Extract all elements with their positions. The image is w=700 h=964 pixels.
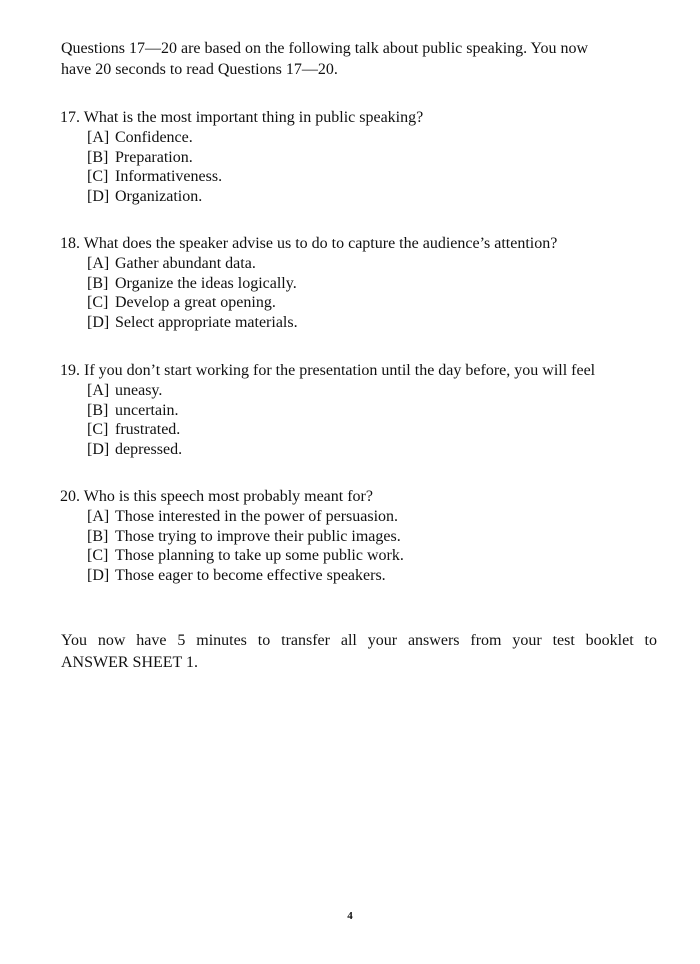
option-d [60,187,660,207]
option-text: Preparation. [115,148,193,166]
question-stem [60,360,660,381]
instructions-line-1: Questions 17—20 are based on the following talk about public speaking. You now [61,40,589,57]
option-c [60,546,660,566]
option-b [60,274,660,294]
option-a [60,128,660,148]
option-c [60,420,660,440]
option-letter: [B] [87,274,109,292]
option-text: depressed. [115,440,183,458]
option-a [60,507,660,527]
option-text: Confidence. [115,129,193,146]
question-text: Who is this speech most probably meant for? [83,488,373,505]
question-20 [60,486,660,585]
option-letter: [C] [87,421,109,438]
option-letter: [A] [87,508,110,525]
question-number: 17. [60,109,80,126]
question-number: 20. [60,488,80,505]
question-stem [60,233,660,254]
answer-options [60,507,660,585]
option-letter: [B] [87,401,109,419]
question-18 [60,233,660,332]
option-text: Those interested in the power of persuasion. [115,508,399,525]
option-text: Gather abundant data. [115,255,256,272]
option-letter: [D] [87,187,110,205]
option-d [60,313,660,333]
option-a [60,381,660,401]
option-text: Those planning to take up some public work. [115,547,404,564]
option-letter: [A] [87,382,110,399]
option-letter: [D] [87,440,110,458]
option-text: frustrated. [115,421,181,438]
option-a [60,254,660,274]
option-b [60,527,660,547]
option-text: Informativeness. [115,168,223,185]
option-text: Organization. [115,187,203,205]
option-d [60,566,660,586]
instructions-line-2: have 20 seconds to read Questions 17—20. [61,61,338,78]
option-letter: [B] [87,527,109,545]
option-text: Those eager to become effective speakers. [115,566,386,584]
question-19 [60,360,660,459]
option-letter: [D] [87,313,110,331]
option-d [60,440,660,460]
answer-options [60,254,660,332]
question-text: What is the most important thing in public speaking? [83,109,424,126]
option-c [60,167,660,187]
question-number: 19. [60,362,80,379]
option-text: uncertain. [115,401,179,419]
answer-options [60,381,660,459]
option-letter: [A] [87,129,110,146]
option-text: Organize the ideas logically. [115,274,297,292]
option-text: Select appropriate materials. [115,313,298,331]
section-instructions [61,38,659,80]
closing-line-1: You now have 5 minutes to transfer all your answers from your test booklet to [61,632,657,649]
answer-options [60,128,660,206]
option-b [60,148,660,168]
option-letter: [D] [87,566,110,584]
closing-instructions [61,630,657,674]
option-c [60,293,660,313]
option-letter: [C] [87,168,109,185]
question-text: If you don’t start working for the presentation until the day before, you will feel [84,362,596,379]
option-b [60,401,660,421]
option-text: Those trying to improve their public images. [115,527,401,545]
question-text: What does the speaker advise us to do to capture the audience’s attention? [83,235,558,252]
page-number: 4 [347,910,353,922]
option-text: Develop a great opening. [115,294,276,311]
question-17 [60,107,660,206]
question-stem [60,107,660,128]
option-text: uneasy. [115,382,163,399]
question-stem [60,486,660,507]
option-letter: [C] [87,294,109,311]
closing-line-2: ANSWER SHEET 1. [61,654,199,671]
option-letter: [C] [87,547,109,564]
option-letter: [A] [87,255,110,272]
question-number: 18. [60,235,80,252]
option-letter: [B] [87,148,109,166]
